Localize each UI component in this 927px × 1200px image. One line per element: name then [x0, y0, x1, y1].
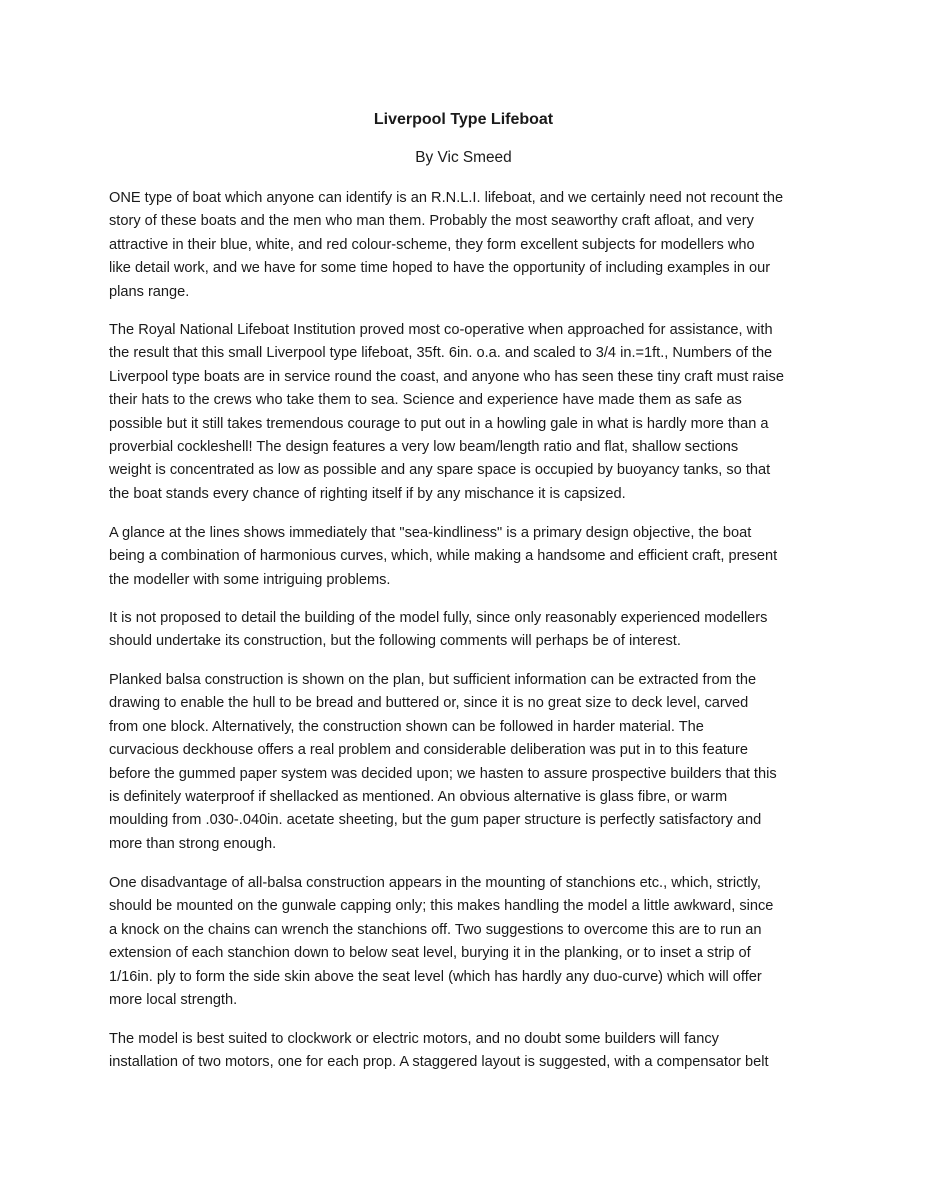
paragraph-line: ONE type of boat which anyone can identify is an R.N.L.I. lifeboat, and we certainly need not recount the	[109, 190, 784, 206]
paragraph-line: Liverpool type boats are in service round the coast, and anyone who has seen these tiny craft must raise	[109, 368, 784, 385]
paragraph-line: plans range.	[109, 283, 190, 300]
paragraph-1	[109, 187, 849, 304]
paragraph-5	[109, 669, 849, 856]
paragraph-7	[109, 1028, 849, 1075]
document-author: By Vic Smeed	[415, 149, 512, 166]
paragraph-line: story of these boats and the men who man them. Probably the most seaworthy craft afloat, and very	[109, 213, 754, 230]
paragraph-line: The model is best suited to clockwork or electric motors, and no doubt some builders will fancy	[109, 1031, 719, 1047]
paragraph-line: from one block. Alternatively, the construction shown can be followed in harder material. The	[109, 718, 704, 735]
paragraph-line: extension of each stanchion down to below seat level, burying it in the planking, or to inset a strip of	[109, 945, 751, 962]
paragraph-line: the result that this small Liverpool type lifeboat, 35ft. 6in. o.a. and scaled to 3/4 in.=1ft., Numbers of the	[109, 345, 773, 362]
paragraph-line: installation of two motors, one for each prop. A staggered layout is suggested, with a compensator belt	[109, 1054, 769, 1071]
document-title: Liverpool Type Lifeboat	[373, 111, 554, 128]
paragraph-line: moulding from .030-.040in. acetate sheeting, but the gum paper structure is perfectly satisfactory and	[109, 812, 762, 829]
paragraph-3	[109, 522, 849, 592]
paragraph-line: curvacious deckhouse offers a real problem and considerable deliberation was put in to this feature	[109, 742, 748, 759]
paragraph-line: a knock on the chains can wrench the stanchions off. Two suggestions to overcome this are to run an	[109, 921, 762, 938]
paragraph-line: possible but it still takes tremendous courage to put out in a howling gale in what is hardly more than a	[109, 415, 769, 432]
paragraph-line: should undertake its construction, but the following comments will perhaps be of interest.	[109, 633, 681, 650]
paragraph-line: Planked balsa construction is shown on the plan, but sufficient information can be extracted from the	[109, 672, 757, 688]
paragraph-line: 1/16in. ply to form the side skin above the seat level (which has hardly any duo-curve) which will offer	[109, 968, 762, 985]
paragraph-line: before the gummed paper system was decided upon; we hasten to assure prospective builders that this	[109, 765, 777, 782]
paragraph-line: is definitely waterproof if shellacked as mentioned. An obvious alternative is glass fibre, or warm	[109, 789, 728, 806]
paragraph-line: like detail work, and we have for some time hoped to have the opportunity of including examples in our	[109, 260, 771, 277]
paragraph-6	[109, 872, 849, 1012]
paragraph-line: the modeller with some intriguing problems.	[109, 571, 391, 588]
paragraph-4	[109, 607, 849, 654]
paragraph-line: the boat stands every chance of righting itself if by any mischance it is capsized.	[109, 485, 626, 502]
paragraph-line: The Royal National Lifeboat Institution proved most co-operative when approached for assistance, with	[109, 322, 773, 338]
paragraph-line: A glance at the lines shows immediately that "sea-kindliness" is a primary design objective, the boat	[109, 525, 752, 541]
paragraph-line: more local strength.	[109, 992, 238, 1009]
paragraph-line: One disadvantage of all-balsa construction appears in the mounting of stanchions etc., which, strictly,	[109, 875, 761, 891]
paragraph-line: more than strong enough.	[109, 835, 277, 852]
paragraph-line: It is not proposed to detail the building of the model fully, since only reasonably experienced modellers	[109, 610, 768, 626]
paragraph-line: drawing to enable the hull to be bread and buttered or, since it is no great size to deck level, carved	[109, 695, 749, 712]
paragraph-line: their hats to the crews who take them to sea. Science and experience have made them as safe as	[109, 392, 742, 409]
paragraph-line: weight is concentrated as low as possible and any spare space is occupied by buoyancy tanks, so that	[109, 462, 771, 479]
paragraph-line: proverbial cockleshell! The design features a very low beam/length ratio and flat, shallow sections	[109, 439, 739, 456]
paragraph-line: attractive in their blue, white, and red colour-scheme, they form excellent subjects for modellers who	[109, 236, 755, 253]
paragraph-line: being a combination of harmonious curves, which, while making a handsome and efficient craft, present	[109, 548, 778, 565]
paragraph-line: should be mounted on the gunwale capping only; this makes handling the model a little awkward, since	[109, 898, 774, 915]
paragraph-2	[109, 319, 849, 506]
